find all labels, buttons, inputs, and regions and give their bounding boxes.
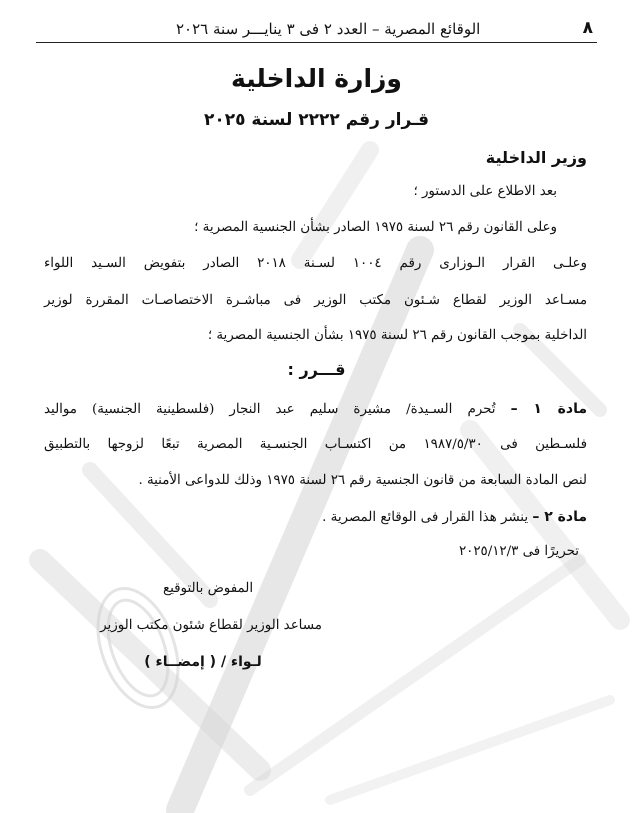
article-2-line — [322, 509, 587, 525]
article-2-label: مادة ٢ – — [532, 509, 587, 525]
preamble-line: الداخلية بموجب القانون رقم ٢٦ لسنة ١٩٧٥ بشأن الجنسية المصرية ؛ — [207, 328, 587, 343]
preamble-line: وعلى القانون رقم ٢٦ لسنة ١٩٧٥ الصادر بشأن الجنسية المصرية ؛ — [194, 220, 557, 235]
article-1-line: فلسـطين فى ١٩٨٧/٥/٣٠ من اكتسـاب الجنسـية المصرية تبعًا لزوجها بالتطبيق — [44, 437, 588, 452]
preamble-line: بعد الاطلاع على الدستور ؛ — [413, 184, 557, 199]
signature-title: مساعد الوزير لقطاع شئون مكتب الوزير — [100, 618, 322, 633]
article-text: ينشر هذا القرار فى الوقائع المصرية . — [322, 510, 529, 525]
date-line: تحريرًا فى ٢٠٢٥/١٢/٣ — [458, 544, 579, 559]
decided-heading: قـــرر : — [287, 360, 346, 379]
preamble-line: وعلـى القرار الـوزارى رقم ١٠٠٤ لسـنة ٢٠١٨ الصادر بتفويض السـيد اللواء — [44, 256, 587, 271]
page-number: ٨ — [582, 18, 593, 38]
signature-name: لـواء / ( إمضــاء ) — [144, 654, 262, 670]
issuer-heading: وزير الداخلية — [485, 148, 587, 167]
signature-authorized: المفوض بالتوقيع — [162, 581, 254, 596]
article-1-label: مادة ١ – — [510, 401, 587, 417]
decree-number: قـرار رقم ٢٢٢٢ لسنة ٢٠٢٥ — [203, 110, 430, 130]
ministry-title: وزارة الداخلية — [231, 64, 402, 93]
preamble-line: مسـاعد الوزير لقطاع شـئون مكتب الوزير فى مباشـرة الاختصاصـات المقررة لوزير — [44, 293, 587, 308]
running-title: الوقائع المصرية – العدد ٢ فى ٣ ينايـــر سنة ٢٠٢٦ — [176, 20, 481, 38]
page-header — [36, 14, 597, 43]
article-text: تُحرم السـيدة/ مشيرة سليم عبد النجار (فلسطينية الجنسية) مواليد — [44, 402, 496, 417]
article-1-line — [44, 401, 587, 417]
article-1-line: لنص المادة السابعة من قانون الجنسية رقم ٢٦ لسنة ١٩٧٥ وذلك للدواعى الأمنية . — [138, 473, 587, 488]
